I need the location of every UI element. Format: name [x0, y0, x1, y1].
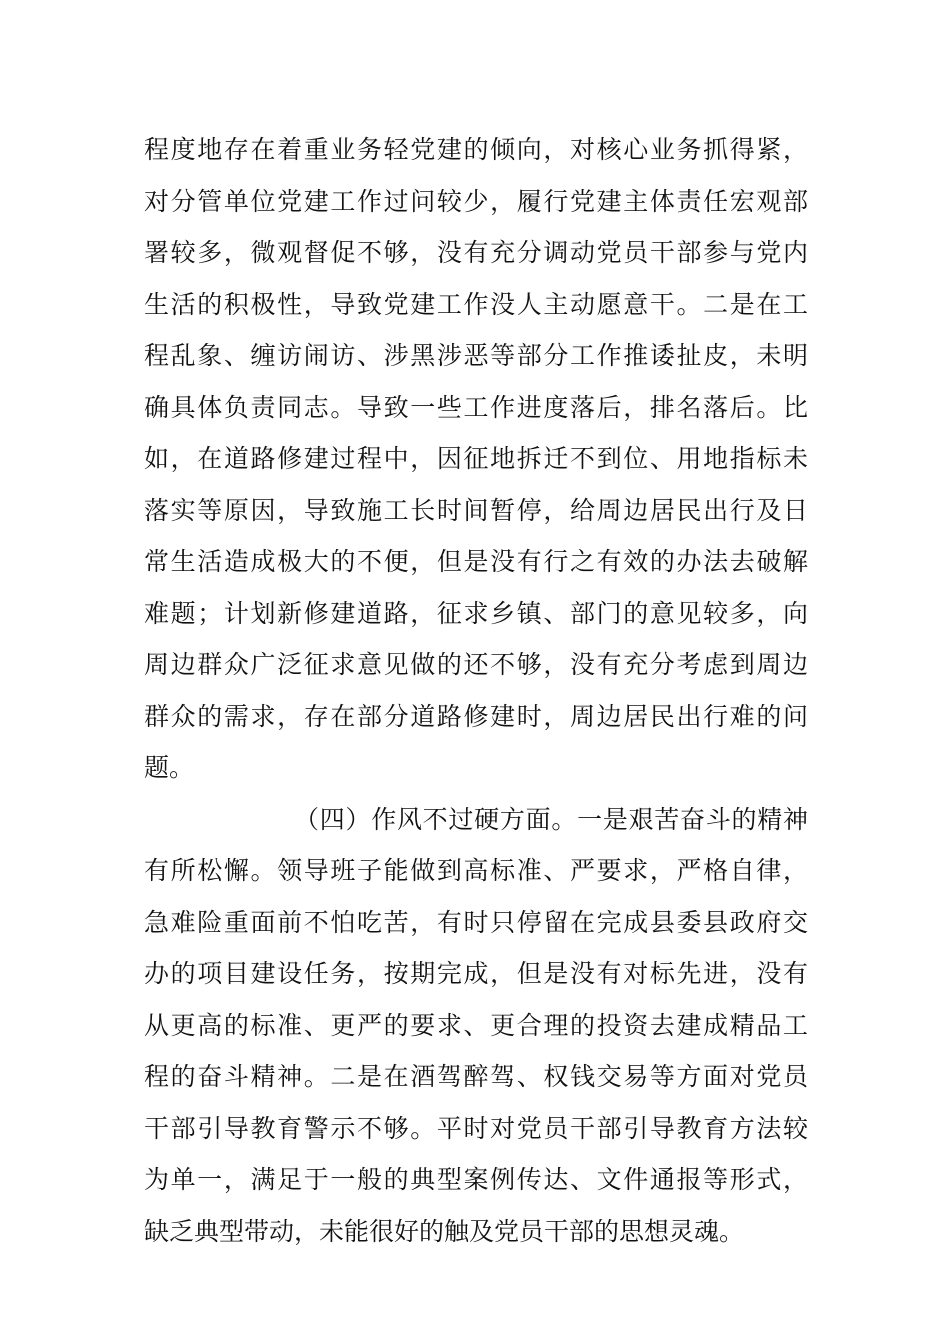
text-line: 干部引导教育警示不够。平时对党员干部引导教育方法较	[144, 1113, 808, 1143]
text-line: 有所松懈。领导班子能做到高标准、严要求，严格自律，	[144, 856, 808, 885]
text-line: 缺乏典型带动，未能很好的触及党员干部的思想灵魂。	[144, 1216, 745, 1246]
text-line: 生活的积极性，导致党建工作没人主动愿意干。二是在工	[144, 289, 808, 319]
text-line: 为单一，满足于一般的典型案例传达、文件通报等形式，	[144, 1165, 808, 1194]
text-line: 程的奋斗精神。二是在酒驾醉驾、权钱交易等方面对党员	[144, 1062, 808, 1091]
text-line: 周边群众广泛征求意见做的还不够，没有充分考虑到周边	[144, 650, 808, 679]
text-line: 从更高的标准、更严的要求、更合理的投资去建成精品工	[144, 1010, 808, 1040]
text-line: 程度地存在着重业务轻党建的倾向，对核心业务抓得紧，	[144, 135, 808, 164]
document-body	[144, 124, 808, 1257]
text-line: 程乱象、缠访闹访、涉黑涉恶等部分工作推诿扯皮，未明	[144, 341, 808, 370]
text-line: 确具体负责同志。导致一些工作进度落后，排名落后。比	[144, 392, 808, 422]
text-line: 办的项目建设任务，按期完成，但是没有对标先进，没有	[144, 959, 808, 988]
text-line: 群众的需求，存在部分道路修建时，周边居民出行难的问	[144, 701, 808, 731]
text-line: 难题；计划新修建道路，征求乡镇、部门的意见较多，向	[144, 598, 808, 628]
text-line: 常生活造成极大的不便，但是没有行之有效的办法去破解	[144, 547, 808, 576]
text-line: 对分管单位党建工作过问较少，履行党建主体责任宏观部	[144, 186, 808, 216]
text-line: 题。	[144, 753, 195, 782]
section-heading-line: （四）作风不过硬方面。一是艰苦奋斗的精神	[294, 804, 808, 834]
text-line: 急难险重面前不怕吃苦，有时只停留在完成县委县政府交	[144, 907, 808, 937]
text-line: 落实等原因，导致施工长时间暂停，给周边居民出行及日	[144, 495, 808, 525]
paragraph-1	[144, 124, 808, 794]
text-line: 署较多，微观督促不够，没有充分调动党员干部参与党内	[144, 238, 808, 267]
paragraph-2	[144, 794, 808, 1258]
text-line: 如，在道路修建过程中，因征地拆迁不到位、用地指标未	[144, 444, 808, 473]
